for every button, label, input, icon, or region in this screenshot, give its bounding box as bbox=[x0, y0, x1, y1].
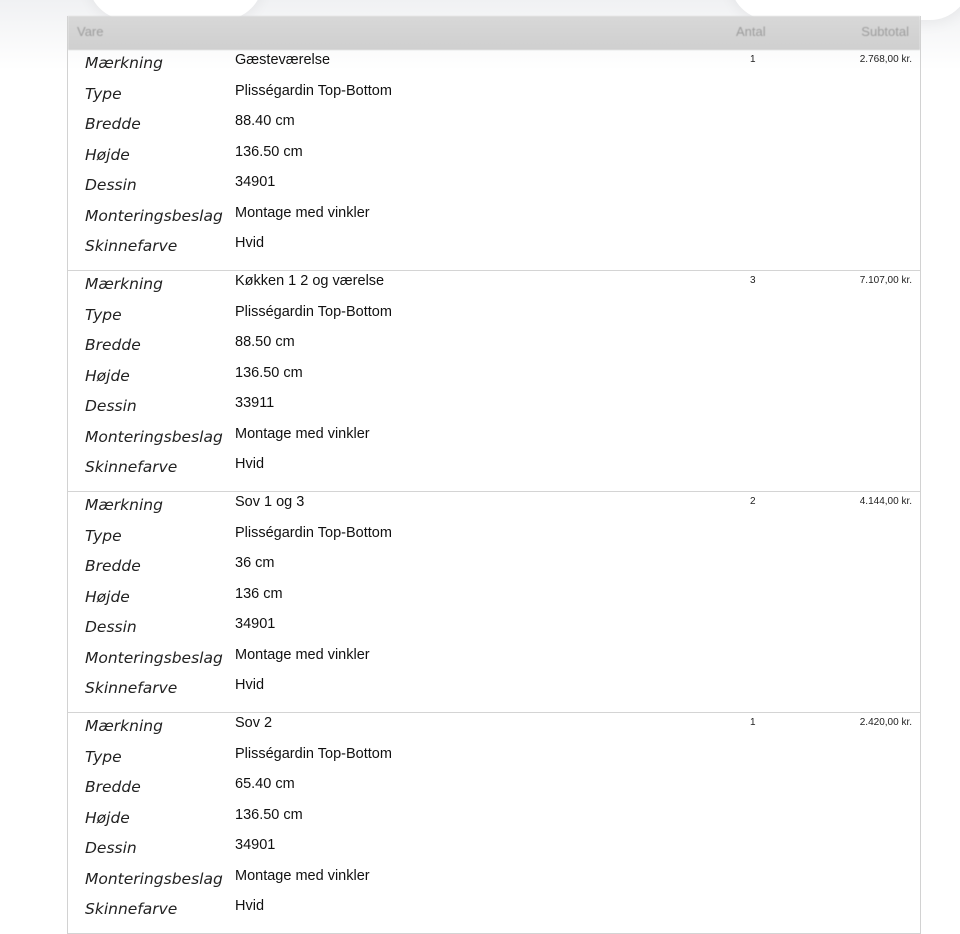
attribute-value: 34901 bbox=[235, 837, 276, 853]
attribute-label: Bredde bbox=[85, 115, 141, 133]
item-quantity: 1 bbox=[750, 54, 756, 65]
item-subtotal: 4.144,00 kr. bbox=[859, 496, 912, 507]
attribute-label: Højde bbox=[85, 588, 130, 606]
attribute-label: Højde bbox=[85, 809, 130, 827]
attribute-value: Montage med vinkler bbox=[235, 426, 370, 442]
attribute-label: Skinnefarve bbox=[85, 458, 178, 476]
attribute-value: Køkken 1 2 og værelse bbox=[235, 273, 385, 289]
order-line-item bbox=[68, 713, 920, 934]
order-line-item bbox=[68, 271, 920, 492]
attribute-label: Monteringsbeslag bbox=[85, 870, 223, 888]
attribute-value: Montage med vinkler bbox=[235, 205, 370, 221]
attribute-label: Mærkning bbox=[85, 717, 163, 735]
attribute-label: Mærkning bbox=[85, 496, 163, 514]
item-subtotal: 2.768,00 kr. bbox=[859, 54, 912, 65]
attribute-label: Skinnefarve bbox=[85, 900, 178, 918]
attribute-value: 34901 bbox=[235, 616, 276, 632]
attribute-label: Type bbox=[85, 306, 122, 324]
attribute-label: Bredde bbox=[85, 336, 141, 354]
attribute-value: Montage med vinkler bbox=[235, 647, 370, 663]
attribute-value: 34901 bbox=[235, 174, 276, 190]
attribute-label: Monteringsbeslag bbox=[85, 207, 223, 225]
attribute-label: Højde bbox=[85, 367, 130, 385]
order-items bbox=[68, 50, 920, 934]
item-quantity: 2 bbox=[750, 496, 756, 507]
attribute-label: Bredde bbox=[85, 557, 141, 575]
attribute-value: Sov 1 og 3 bbox=[235, 494, 305, 510]
attribute-label: Monteringsbeslag bbox=[85, 428, 223, 446]
item-subtotal: 7.107,00 kr. bbox=[859, 275, 912, 286]
attribute-value: 33911 bbox=[235, 395, 275, 411]
attribute-value: Plisségardin Top-Bottom bbox=[235, 304, 392, 320]
attribute-label: Dessin bbox=[85, 397, 137, 415]
attribute-label: Højde bbox=[85, 146, 130, 164]
attribute-label: Type bbox=[85, 85, 122, 103]
attribute-label: Dessin bbox=[85, 618, 137, 636]
attribute-value: 136.50 cm bbox=[235, 144, 303, 160]
attribute-label: Bredde bbox=[85, 778, 141, 796]
attribute-value: 88.40 cm bbox=[235, 113, 295, 129]
order-lines-table bbox=[67, 16, 921, 934]
attribute-value: Hvid bbox=[235, 456, 265, 472]
attribute-label: Dessin bbox=[85, 176, 137, 194]
attribute-label: Skinnefarve bbox=[85, 679, 178, 697]
header-subtotal: Subtotal bbox=[861, 24, 909, 39]
attribute-value: 136.50 cm bbox=[235, 365, 303, 381]
attribute-value: 65.40 cm bbox=[235, 776, 295, 792]
item-quantity: 1 bbox=[750, 717, 756, 728]
attribute-value: Plisségardin Top-Bottom bbox=[235, 83, 392, 99]
order-line-item bbox=[68, 50, 920, 271]
attribute-label: Type bbox=[85, 527, 122, 545]
table-header bbox=[68, 16, 920, 50]
attribute-label: Mærkning bbox=[85, 54, 163, 72]
attribute-value: Gæsteværelse bbox=[235, 52, 331, 68]
order-line-item bbox=[68, 492, 920, 713]
attribute-value: Hvid bbox=[235, 677, 265, 693]
item-quantity: 3 bbox=[750, 275, 756, 286]
attribute-value: Sov 2 bbox=[235, 715, 273, 731]
attribute-value: Plisségardin Top-Bottom bbox=[235, 746, 392, 762]
attribute-label: Dessin bbox=[85, 839, 137, 857]
header-quantity: Antal bbox=[736, 24, 766, 39]
attribute-label: Skinnefarve bbox=[85, 237, 178, 255]
attribute-value: 36 cm bbox=[235, 555, 275, 571]
attribute-value: Hvid bbox=[235, 898, 265, 914]
attribute-value: 136 cm bbox=[235, 586, 283, 602]
attribute-label: Type bbox=[85, 748, 122, 766]
header-item: Vare bbox=[77, 24, 104, 39]
attribute-label: Mærkning bbox=[85, 275, 163, 293]
attribute-value: Montage med vinkler bbox=[235, 868, 370, 884]
attribute-value: Hvid bbox=[235, 235, 265, 251]
attribute-value: 136.50 cm bbox=[235, 807, 303, 823]
attribute-value: 88.50 cm bbox=[235, 334, 295, 350]
attribute-value: Plisségardin Top-Bottom bbox=[235, 525, 392, 541]
item-subtotal: 2.420,00 kr. bbox=[859, 717, 912, 728]
attribute-label: Monteringsbeslag bbox=[85, 649, 223, 667]
